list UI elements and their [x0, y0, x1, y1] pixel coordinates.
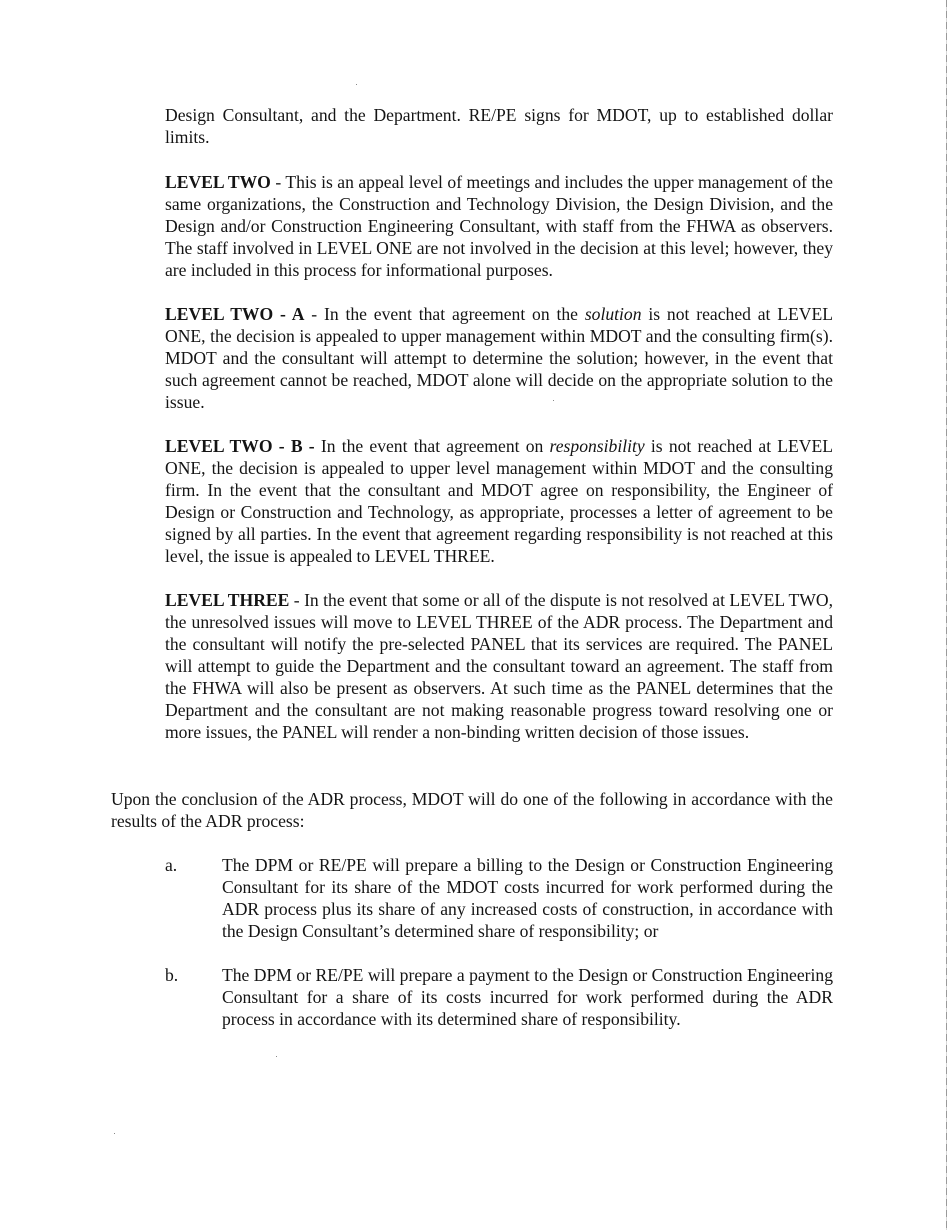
list-item-text: The DPM or RE/PE will prepare a payment to the Design or Construction Engineering Consultant for a share of its costs incurred for work performed during the ADR process in accordance with its determined share of responsibility. — [222, 965, 833, 1029]
level-two-a-text-after: is not reached at LEVEL ONE, the decision is appealed to upper management within MDOT and the consulting firm(s). MDOT and the consultant will attempt to determine the solution; however, in the event that such agreement cannot be reached, MDOT alone will decide on the appropriate solution to the issue. — [165, 304, 833, 412]
list-item-marker: b. — [165, 965, 179, 985]
conclusion-paragraph — [111, 788, 833, 832]
continuation-paragraph — [165, 104, 833, 148]
level-two-text: - This is an appeal level of meetings and includes the upper management of the same organizations, the Construction and Technology Division, the Design Division, and the Design and/or Construction Engineering Consultant, with staff from the FHWA as observers. The staff involved in LEVEL ONE are not involved in the decision at this level; however, they are included in this process for informational purposes. — [165, 172, 833, 280]
scan-speck — [356, 84, 357, 85]
list-item-text: The DPM or RE/PE will prepare a billing to the Design or Construction Engineering Consultant for its share of the MDOT costs incurred for work performed during the ADR process plus its share of any increased costs of construction, in accordance with the Design Consultant’s determined share of responsibility; or — [222, 855, 833, 941]
level-three-text: - In the event that some or all of the dispute is not resolved at LEVEL TWO, the unresolved issues will move to LEVEL THREE of the ADR process. The Department and the consultant will notify the pre-selected PANEL that its services are required. The PANEL will attempt to guide the Department and the consultant toward an agreement. The staff from the FHWA will also be present as observers. At such time as the PANEL determines that the Department and the consultant are not making reasonable progress toward resolving one or more issues, the PANEL will render a non-binding written decision of those issues. — [165, 590, 833, 742]
conclusion-text: Upon the conclusion of the ADR process, MDOT will do one of the following in accordance with the results of the ADR process: — [111, 789, 833, 831]
scan-speck — [276, 1056, 277, 1057]
level-two-paragraph — [165, 171, 833, 281]
continuation-text: Design Consultant, and the Department. RE/PE signs for MDOT, up to established dollar limits. — [165, 105, 833, 147]
level-three-paragraph — [165, 589, 833, 743]
level-two-heading: LEVEL TWO — [165, 172, 271, 192]
level-two-a-emphasis: solution — [584, 304, 642, 324]
scan-speck — [114, 1133, 115, 1134]
scan-edge-line — [946, 0, 947, 1230]
level-two-b-emphasis: responsibility — [549, 436, 645, 456]
level-two-b-text-before: In the event that agreement on — [314, 436, 550, 456]
level-two-a-heading: LEVEL TWO - A — [165, 304, 305, 324]
list-item-marker: a. — [165, 855, 178, 875]
level-two-b-text-after: is not reached at LEVEL ONE, the decision is appealed to upper level management within MDOT and the consulting firm. In the event that the consultant and MDOT agree on responsibility, the Engineer of Design or Construction and Technology, as appropriate, processes a letter of agreement to be signed by all parties. In the event that agreement regarding responsibility is not reached at this level, the issue is appealed to LEVEL THREE. — [165, 436, 833, 566]
level-two-b-paragraph — [165, 435, 833, 567]
level-two-b-heading: LEVEL TWO - B - — [165, 436, 315, 456]
level-two-a-paragraph — [165, 303, 833, 413]
level-two-a-text-before: - In the event that agreement on the — [304, 304, 585, 324]
level-three-heading: LEVEL THREE — [165, 590, 290, 610]
